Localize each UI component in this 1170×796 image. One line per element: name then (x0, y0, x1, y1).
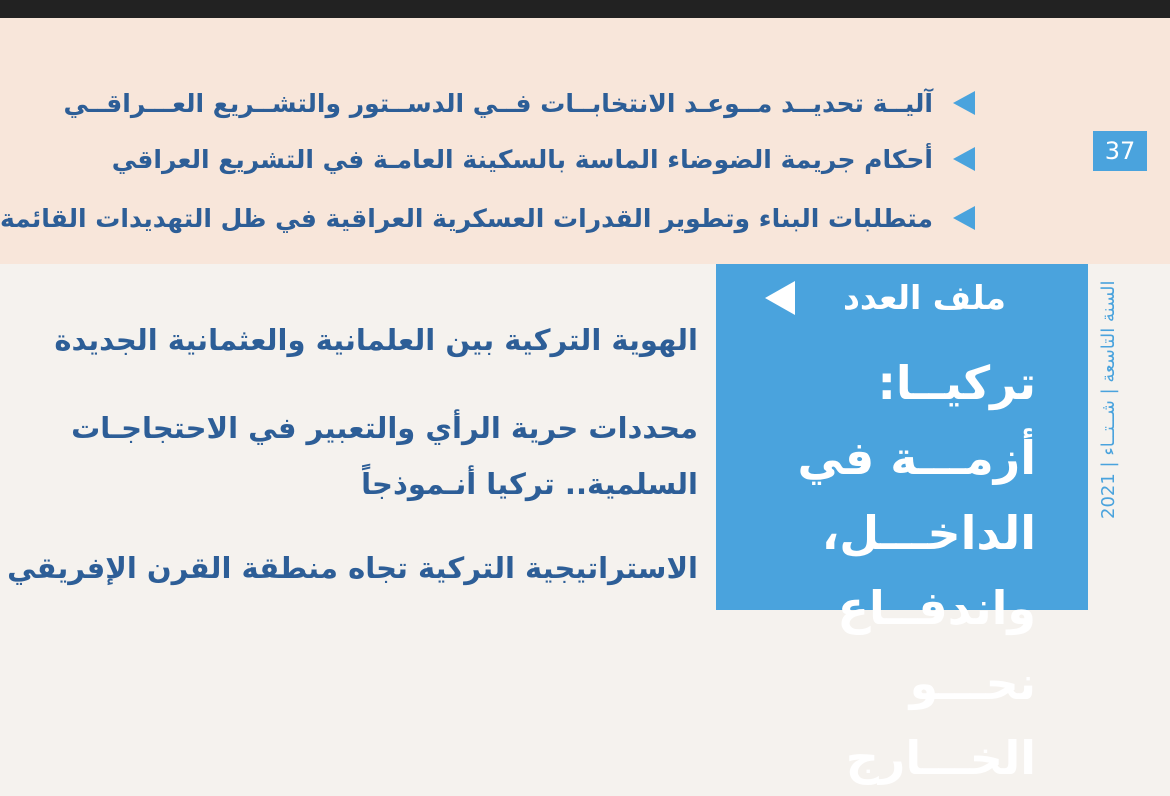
triangle-bullet-icon (953, 91, 975, 115)
header-rule (0, 0, 1170, 18)
issue-info-vertical: السنة التاسعة | شــتــاء | 2021 (1098, 280, 1119, 519)
dossier-title[interactable]: تركيــا: أزمـــة في الداخـــل، واندفــاع نحـــو الخـــارج (797, 356, 1036, 785)
toc-panel (0, 18, 1170, 264)
article-title[interactable]: محددات حرية الرأي والتعبير في الاحتجاجـات (71, 411, 698, 445)
dossier-panel (716, 264, 1088, 785)
article-title[interactable]: الهوية التركية بين العلمانية والعثمانية الجديدة (54, 323, 698, 357)
page-number: 37 (1093, 131, 1147, 171)
triangle-arrow-icon (765, 281, 795, 315)
toc-item[interactable] (64, 81, 976, 125)
dossier-heading: ملف العدد (842, 278, 1006, 317)
toc-item-label: آليــة تحديــد مــوعـد الانتخابــات فــي الدســتور والتشــريع العـــراقــي (63, 88, 933, 118)
article-title[interactable]: الاستراتيجية التركية تجاه منطقة القرن الإفريقي (7, 551, 698, 585)
triangle-bullet-icon (953, 206, 975, 230)
toc-item[interactable] (0, 196, 975, 240)
toc-item-label: متطلبات البناء وتطوير القدرات العسكرية العراقية في ظل التهديدات القائمة (0, 203, 933, 233)
toc-item[interactable] (112, 137, 975, 181)
triangle-bullet-icon (953, 147, 975, 171)
article-title-continued[interactable]: السلمية.. تركيا أنـموذجاً (361, 467, 698, 501)
toc-item-label: أحكام جريمة الضوضاء الماسة بالسكينة العامـة في التشريع العراقي (111, 144, 933, 174)
dossier-heading-row (765, 278, 1006, 317)
